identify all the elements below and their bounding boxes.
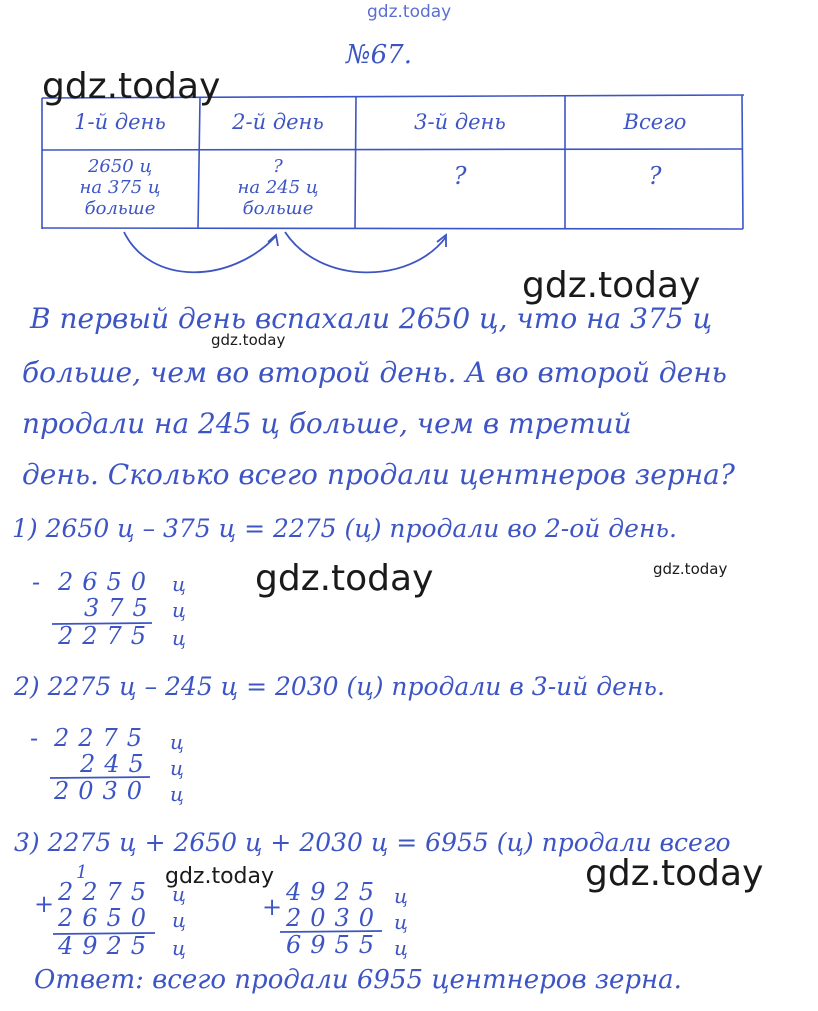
calc-operand: 2030 (286, 904, 384, 932)
calc-unit: ц (394, 884, 408, 908)
calc-unit: ц (172, 936, 186, 960)
problem-text-line: день. Сколько всего продали центнеров зерна? (22, 458, 735, 491)
watermark: gdz.today (165, 864, 275, 889)
calc-sign: + (34, 890, 64, 918)
watermark: gdz.today (653, 560, 728, 578)
calc-unit: ц (172, 572, 186, 596)
calc-sign: + (262, 893, 292, 921)
table-header: 2-й день (232, 110, 324, 134)
calc-result: 2275 (58, 622, 156, 650)
calc-operand: 4925 (286, 878, 384, 906)
calc-unit: ц (394, 936, 408, 960)
calc-unit: ц (172, 598, 186, 622)
watermark: gdz.today (42, 66, 221, 107)
calc-operand: 245 (80, 750, 153, 778)
calc-unit: ц (172, 908, 186, 932)
solution-step: 2) 2275 ц – 245 ц = 2030 (ц) продали в 3-ий день. (14, 672, 665, 701)
watermark: gdz.today (522, 265, 701, 306)
calc-operand: 2650 (58, 568, 156, 596)
solution-step: 1) 2650 ц – 375 ц = 2275 (ц) продали во 2-ой день. (12, 514, 677, 543)
table-cell: ? на 245 ц больше (237, 156, 319, 219)
problem-text-line: больше, чем во второй день. А во второй день (22, 356, 727, 389)
table-cell: 2650 ц на 375 ц больше (79, 156, 161, 219)
watermark: gdz.today (255, 558, 434, 599)
calc-operand: 2650 (58, 904, 156, 932)
calc-unit: ц (170, 730, 184, 754)
problem-number: №67. (346, 40, 412, 70)
solution-step: 3) 2275 ц + 2650 ц + 2030 ц = 6955 (ц) продали всего (14, 828, 731, 857)
table-cell: ? (648, 162, 662, 190)
problem-text-line: продали на 245 ц больше, чем в третий (22, 407, 632, 440)
calc-result: 2030 (54, 777, 152, 805)
calc-sign: - (30, 724, 48, 752)
calc-carry: 1 (76, 862, 97, 883)
table-header: 1-й день (74, 110, 166, 134)
calc-unit: ц (172, 882, 186, 906)
calc-unit: ц (170, 756, 184, 780)
calc-unit: ц (172, 626, 186, 650)
calc-unit: ц (170, 782, 184, 806)
calc-sign: - (32, 568, 50, 596)
arrows (124, 232, 446, 272)
calc-unit: ц (394, 910, 408, 934)
answer: Ответ: всего продали 6955 центнеров зерна. (34, 965, 682, 995)
table-header: 3-й день (414, 110, 506, 134)
watermark: gdz.today (211, 331, 286, 349)
calc-result: 4925 (58, 932, 156, 960)
table-header: Всего (623, 110, 687, 134)
problem-text-line: В первый день вспахали 2650 ц, что на 375 ц (30, 302, 713, 335)
calc-operand: 375 (84, 594, 157, 622)
calc-result: 6955 (286, 931, 384, 959)
table-cell: ? (453, 162, 467, 190)
watermark: gdz.today (367, 2, 452, 22)
calc-operand: 2275 (58, 878, 156, 906)
calc-operand: 2275 (54, 724, 152, 752)
watermark: gdz.today (585, 853, 764, 894)
